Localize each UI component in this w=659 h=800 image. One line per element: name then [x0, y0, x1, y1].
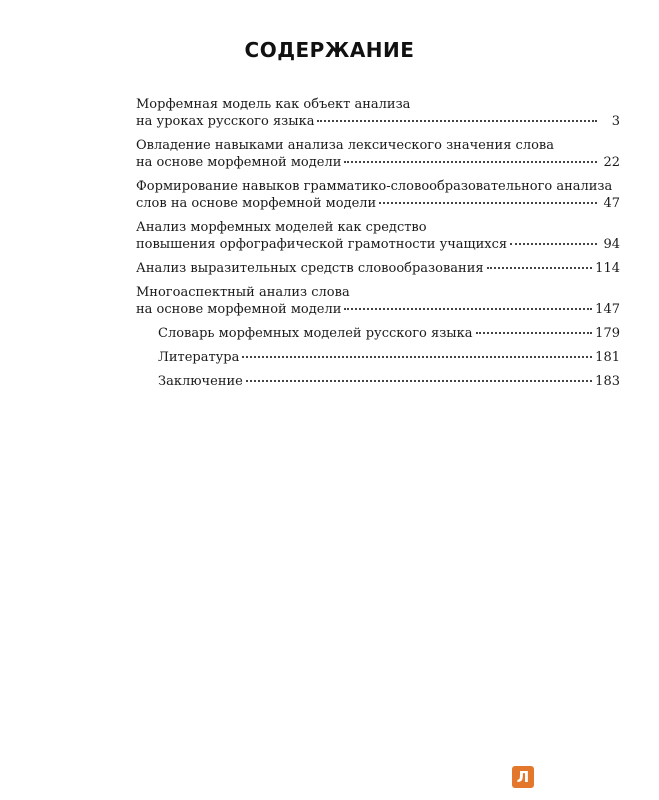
toc-entry: [136, 96, 620, 130]
dot-leader: [317, 120, 597, 122]
toc-entry: [136, 219, 620, 253]
toc-entry-title-row: [158, 325, 620, 342]
toc-entry-title-row: [136, 154, 620, 171]
toc-entry-title-line2: повышения орфографической грамотности учащихся: [136, 237, 508, 252]
toc-entry: [136, 137, 620, 171]
dot-leader: [510, 243, 597, 245]
toc-entry: [136, 178, 620, 212]
toc-entry-title-row: [158, 349, 620, 366]
toc-entry-title-line1: Овладение навыками анализа лексического значения слова: [136, 138, 554, 153]
toc-page-number: 114: [595, 261, 620, 276]
toc-entry-title-line1: Анализ морфемных моделей как средство: [136, 220, 427, 235]
toc-entry-title: Анализ выразительных средств словообразования: [136, 261, 484, 276]
toc-page-number: 3: [611, 114, 620, 129]
toc-entry-title-line1: Морфемная модель как объект анализа: [136, 97, 411, 112]
toc-entry-title: Словарь морфемных моделей русского языка: [158, 326, 473, 341]
toc-entry-title-row: [136, 236, 620, 253]
toc-entry-title-line1: Формирование навыков грамматико-словообразовательного анализа: [136, 179, 613, 194]
toc-entry-title-row: [136, 113, 620, 130]
toc-entry-title-line2: слов на основе морфемной модели: [136, 196, 377, 211]
toc-entry-title-row: [158, 373, 620, 390]
dot-leader: [344, 308, 592, 310]
toc-entry-title: Литература: [158, 350, 240, 365]
toc-entry-title-line2: на уроках русского языка: [136, 114, 315, 129]
labirint-logo-icon: Л: [512, 766, 534, 788]
toc-page-number: 94: [603, 237, 620, 252]
toc-entry-title-line1: Многоаспектный анализ слова: [136, 285, 350, 300]
toc-entry: [136, 284, 620, 318]
toc-entry-title: Заключение: [158, 374, 243, 389]
page-title: СОДЕРЖАНИЕ: [244, 38, 415, 62]
dot-leader: [246, 380, 592, 382]
dot-leader: [242, 356, 592, 358]
toc-entry-title-line2: на основе морфемной модели: [136, 155, 342, 170]
toc-entry-title-line2: на основе морфемной модели: [136, 302, 342, 317]
toc-page-number: 183: [595, 374, 620, 389]
toc-entry-appendix: [136, 373, 620, 390]
dot-leader: [379, 202, 597, 204]
toc-page-number: 22: [603, 155, 620, 170]
dot-leader: [344, 161, 597, 163]
toc-page-number: 147: [595, 302, 620, 317]
toc-entry-title-row: [136, 260, 620, 277]
toc-entry-title-row: [136, 195, 620, 212]
dot-leader: [476, 332, 593, 334]
toc-entry-appendix: [136, 325, 620, 342]
toc-page-number: 47: [603, 196, 620, 211]
toc-page-number: 179: [595, 326, 620, 341]
toc-entry-appendix: [136, 349, 620, 366]
toc-entry: [136, 260, 620, 277]
dot-leader: [487, 267, 593, 269]
toc-entry-title-row: [136, 301, 620, 318]
toc-page-number: 181: [595, 350, 620, 365]
table-of-contents: [136, 96, 620, 397]
